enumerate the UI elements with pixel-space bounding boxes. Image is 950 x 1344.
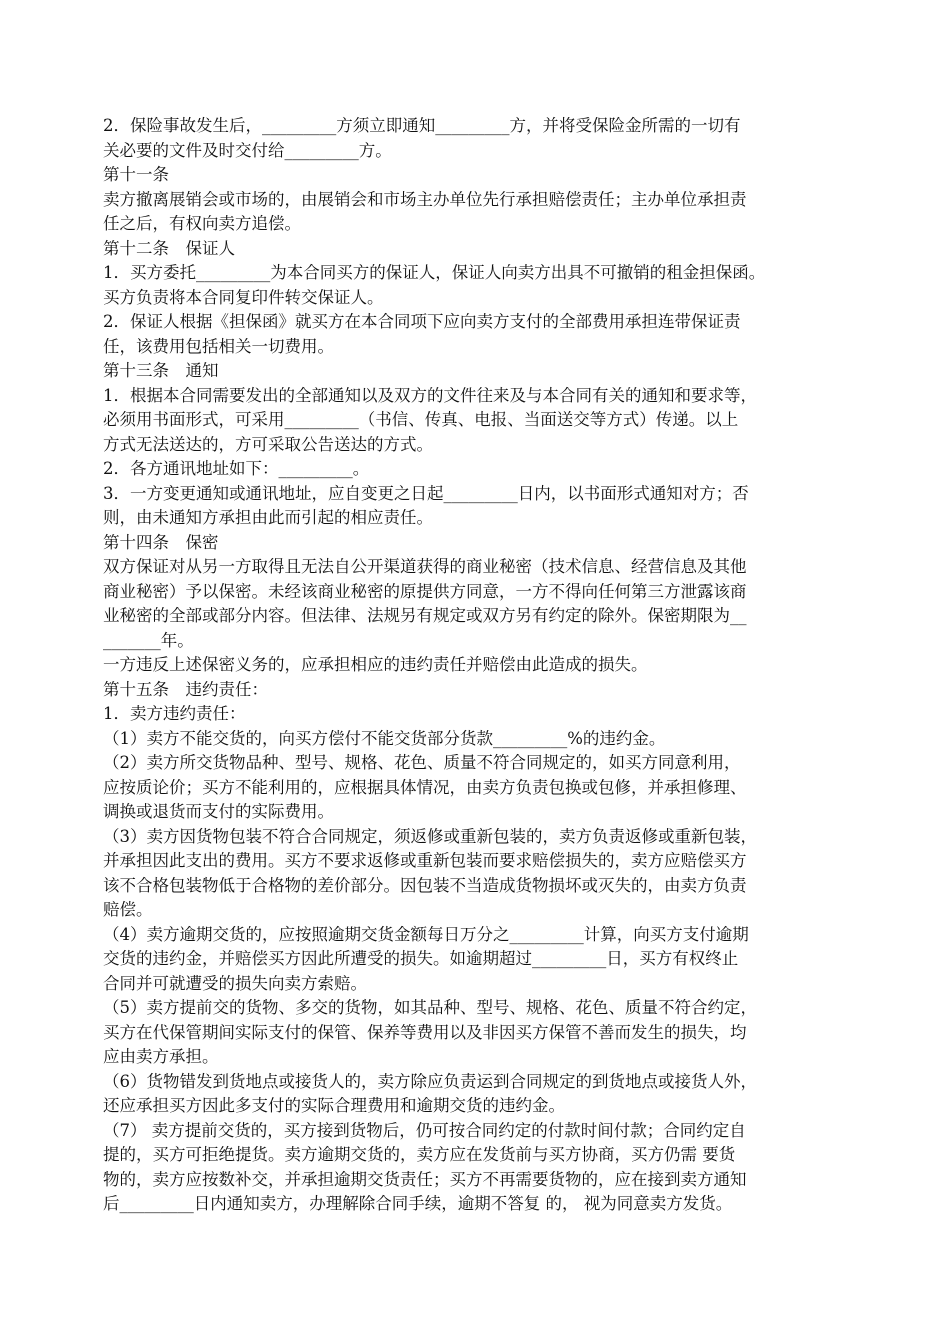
text-line: 业秘密的全部或部分内容。但法律、法规另有规定或双方另有约定的除外。保密期限为__ — [103, 606, 747, 625]
text-line: 应由卖方承担。 — [103, 1047, 219, 1066]
text-line: _______年。 — [103, 630, 194, 650]
text-line: 后_________日内通知卖方，办理解除合同手续，逾期不答复 的， 视为同意卖方发货。 — [103, 1194, 733, 1213]
text-line: 必须用书面形式，可采用_________（书信、传真、电报、当面送交等方式）传递。以上 — [103, 410, 739, 429]
text-line: 应按质论价；买方不能利用的，应根据具体情况，由卖方负责包换或包修，并承担修理、 — [103, 777, 747, 797]
text-line: 该不合格包装物低于合格物的差价部分。因包装不当造成货物损坏或灭失的，由卖方负责 — [103, 875, 747, 895]
text-line: 1．根据本合同需要发出的全部通知以及双方的文件往来及与本合同有关的通知和要求等， — [103, 385, 757, 405]
text-line: 商业秘密）予以保密。未经该商业秘密的原提供方同意，一方不得向任何第三方泄露该商 — [103, 581, 747, 601]
text-line: （6）货物错发到货地点或接货人的，卖方除应负责运到合同规定的到货地点或接货人外， — [103, 1071, 757, 1091]
text-line: 1．买方委托_________为本合同买方的保证人，保证人向卖方出具不可撤销的租金担保函。 — [103, 263, 766, 282]
text-line: 买方负责将本合同复印件转交保证人。 — [103, 287, 384, 307]
text-line: （4）卖方逾期交货的，应按照逾期交货金额每日万分之_________计算，向买方支付逾期 — [103, 924, 749, 944]
text-line: 卖方撤离展销会或市场的，由展销会和市场主办单位先行承担赔偿责任；主办单位承担责 — [103, 189, 747, 209]
text-line: 则，由未通知方承担由此而引起的相应责任。 — [103, 508, 433, 527]
text-line: （7） 卖方提前交货的，买方接到货物后，仍可按合同约定的付款时间付款；合同约定自 — [103, 1120, 746, 1140]
text-line: 一方违反上述保密义务的，应承担相应的违约责任并赔偿由此造成的损失。 — [103, 655, 648, 674]
article-heading: 第十三条 通知 — [103, 361, 219, 380]
text-line: 方式无法送达的，方可采取公告送达的方式。 — [103, 434, 433, 454]
text-line: （1）卖方不能交货的，向买方偿付不能交货部分货款_________%的违约金。 — [103, 728, 666, 748]
text-line: 双方保证对从另一方取得且无法自公开渠道获得的商业秘密（技术信息、经营信息及其他 — [103, 557, 747, 576]
text-line: 3．一方变更通知或通讯地址，应自变更之日起_________日内，以书面形式通知对方；否 — [103, 483, 749, 503]
text-line: 物的，卖方应按数补交，并承担逾期交货责任；买方不再需要货物的，应在接到卖方通知 — [103, 1169, 747, 1189]
text-line: 交货的违约金，并赔偿买方因此所遭受的损失。如逾期超过_________日，买方有权终止 — [103, 949, 739, 968]
text-line: 1．卖方违约责任： — [103, 704, 246, 723]
text-line: 2．保证人根据《担保函》就买方在本合同项下应向卖方支付的全部费用承担连带保证责 — [103, 312, 741, 331]
text-line: （2）卖方所交货物品种、型号、规格、花色、质量不符合同规定的，如买方同意利用， — [103, 753, 741, 772]
article-heading: 第十五条 违约责任： — [103, 679, 268, 699]
text-line: 2．各方通讯地址如下：_________。 — [103, 459, 370, 478]
text-line: 买方在代保管期间实际支付的保管、保养等费用以及非因买方保管不善而发生的损失，均 — [103, 1022, 747, 1042]
text-line: 合同并可就遭受的损失向卖方索赔。 — [103, 973, 367, 993]
text-line: 任，该费用包括相关一切费用。 — [103, 336, 334, 356]
article-heading: 第十二条 保证人 — [103, 238, 235, 258]
text-line: 任之后，有权向卖方追偿。 — [103, 214, 301, 233]
text-line: （5）卖方提前交的货物、多交的货物，如其品种、型号、规格、花色、质量不符合约定， — [103, 998, 757, 1017]
text-line: 调换或退货而支付的实际费用。 — [103, 802, 334, 821]
text-line: 赔偿。 — [103, 900, 153, 919]
article-heading: 第十四条 保密 — [103, 532, 219, 552]
contract-text — [103, 114, 853, 1217]
text-line: 提的，买方可拒绝提货。卖方逾期交货的，卖方应在发货前与买方协商，买方仍需 要货 — [103, 1145, 736, 1164]
text-line: 还应承担买方因此多支付的实际合理费用和逾期交货的违约金。 — [103, 1096, 565, 1115]
text-line: 关必要的文件及时交付给_________方。 — [103, 140, 392, 160]
text-line: 并承担因此支出的费用。买方不要求返修或重新包装而要求赔偿损失的，卖方应赔偿买方 — [103, 851, 747, 870]
text-line: （3）卖方因货物包装不符合合同规定，须返修或重新包装的，卖方负责返修或重新包装， — [103, 826, 757, 846]
article-heading: 第十一条 — [103, 165, 169, 184]
text-line: 2．保险事故发生后，_________方须立即通知_________方，并将受保险金所需的一切有 — [103, 116, 741, 135]
